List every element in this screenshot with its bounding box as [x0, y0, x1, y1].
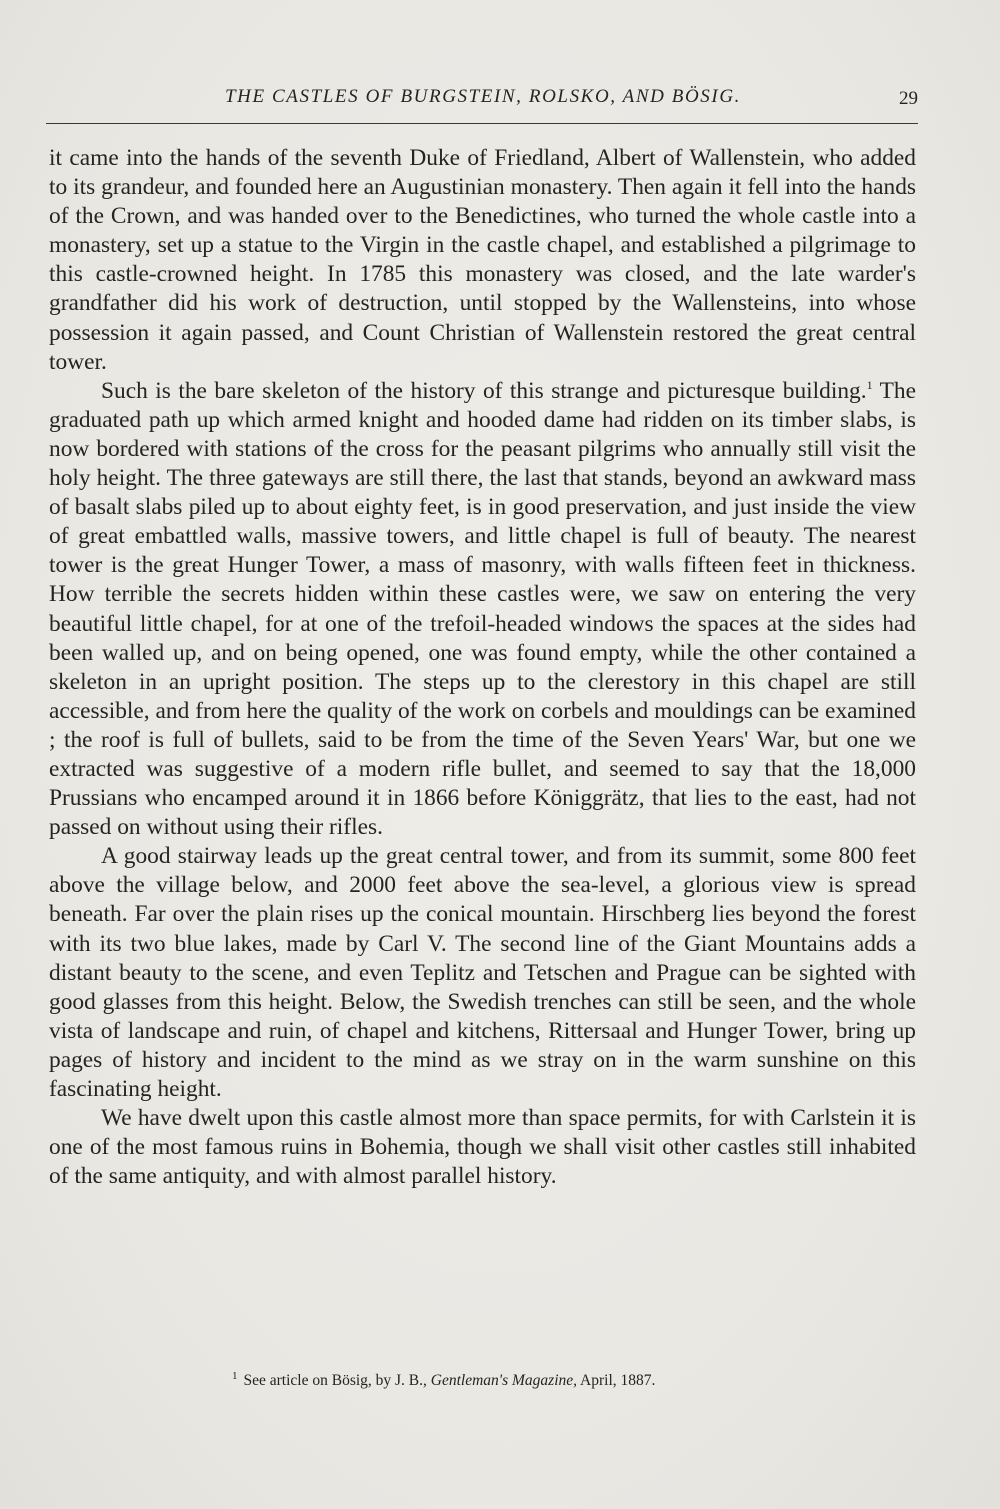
paragraph-text-after-note: The graduated path up which armed knight and hooded dame had ridden on its timber slabs, is now bordered with stations of the cross for the peasant pilgrims who annually still visit the holy height. The three gateways are still there, the last that stands, beyond an awkward mass of basalt slabs piled up to about eighty feet, is in good preservation, and just inside the view of great embattled walls, massive towers, and little chapel is full of beauty. The nearest tower is the great Hunger Tower, a mass of masonry, with walls fifteen feet in thickness. How terrible the secrets hidden within these castles were, we saw on entering the very beautiful little chapel, for at one of the trefoil-headed windows the spaces at the sides had been walled up, and on being opened, one was found empty, while the other contained a skeleton in an upright position. The steps up to the clerestory in this chapel are still accessible, and from here the quality of the work on corbels and mouldings can be examined ; the roof is full of bullets, said to be from the time of the Seven Years' War, but one we extracted was suggestive of a modern rifle bullet, and seemed to say that the 18,000 Prussians who encamped around it in 1866 before Königgrätz, that lies to the east, had not passed on without using their rifles. [49, 377, 916, 841]
footnote-reference-mark: 1 [866, 377, 873, 392]
paragraph-central-tower: A good stairway leads up the great central tower, and from its summit, some 800 feet above the village below, and 2000 feet above the sea-level, a glorious view is spread beneath. Far over the plain rises up the conical mountain. Hirschberg lies beyond the forest with its two blue lakes, made by Carl V. The second line of the Giant Mountains adds a distant beauty to the scene, and even Teplitz and Tetschen and Prague can be sighted with good glasses from this height. Below, the Swedish trenches can still be seen, and the whole vista of landscape and ruin, of chapel and kitchens, Rittersaal and Hunger Tower, bring up pages of history and incident to the mind as we stray on in the warm sunshine on this fascinating height. [49, 843, 916, 1102]
header-rule [46, 123, 918, 124]
body-text [49, 144, 916, 1191]
paragraph-continued: it came into the hands of the seventh Duke of Friedland, Albert of Wallenstein, who added to its grandeur, and founded here an Augustinian monastery. Then again it fell into the hands of the Crown, and was handed over to the Benedictines, who turned the whole castle into a monastery, set up a statue to the Virgin in the castle chapel, and established a pilgrimage to this castle-crowned height. In 1785 this monastery was closed, and the late warder's grandfather did his work of destruction, until stopped by the Wallensteins, into whose possession it again passed, and Count Christian of Wallenstein restored the great central tower. [49, 145, 916, 375]
footnote-journal-title: Gentleman's Magazine, [430, 1372, 578, 1389]
footnote-text-after: April, 1887. [577, 1372, 656, 1389]
running-head [48, 86, 918, 116]
paragraph-closing: We have dwelt upon this castle almost more than space permits, for with Carlstein it is one of the most famous ruins in Bohemia, though we shall visit other castles still inhabited of the same antiquity, and with almost parallel history. [49, 1105, 916, 1190]
page-number: 29 [899, 88, 918, 109]
footnote-number: 1 [232, 1370, 238, 1382]
footnote [232, 1370, 752, 1390]
running-title: THE CASTLES OF BURGSTEIN, ROLSKO, AND BÖSIG. [224, 86, 742, 107]
footnote-text-before: See article on Bösig, by J. B., [243, 1372, 431, 1389]
paragraph-skeleton-history [49, 377, 916, 843]
paragraph-text-before-note: Such is the bare skeleton of the history of this strange and picturesque building. [101, 377, 867, 404]
